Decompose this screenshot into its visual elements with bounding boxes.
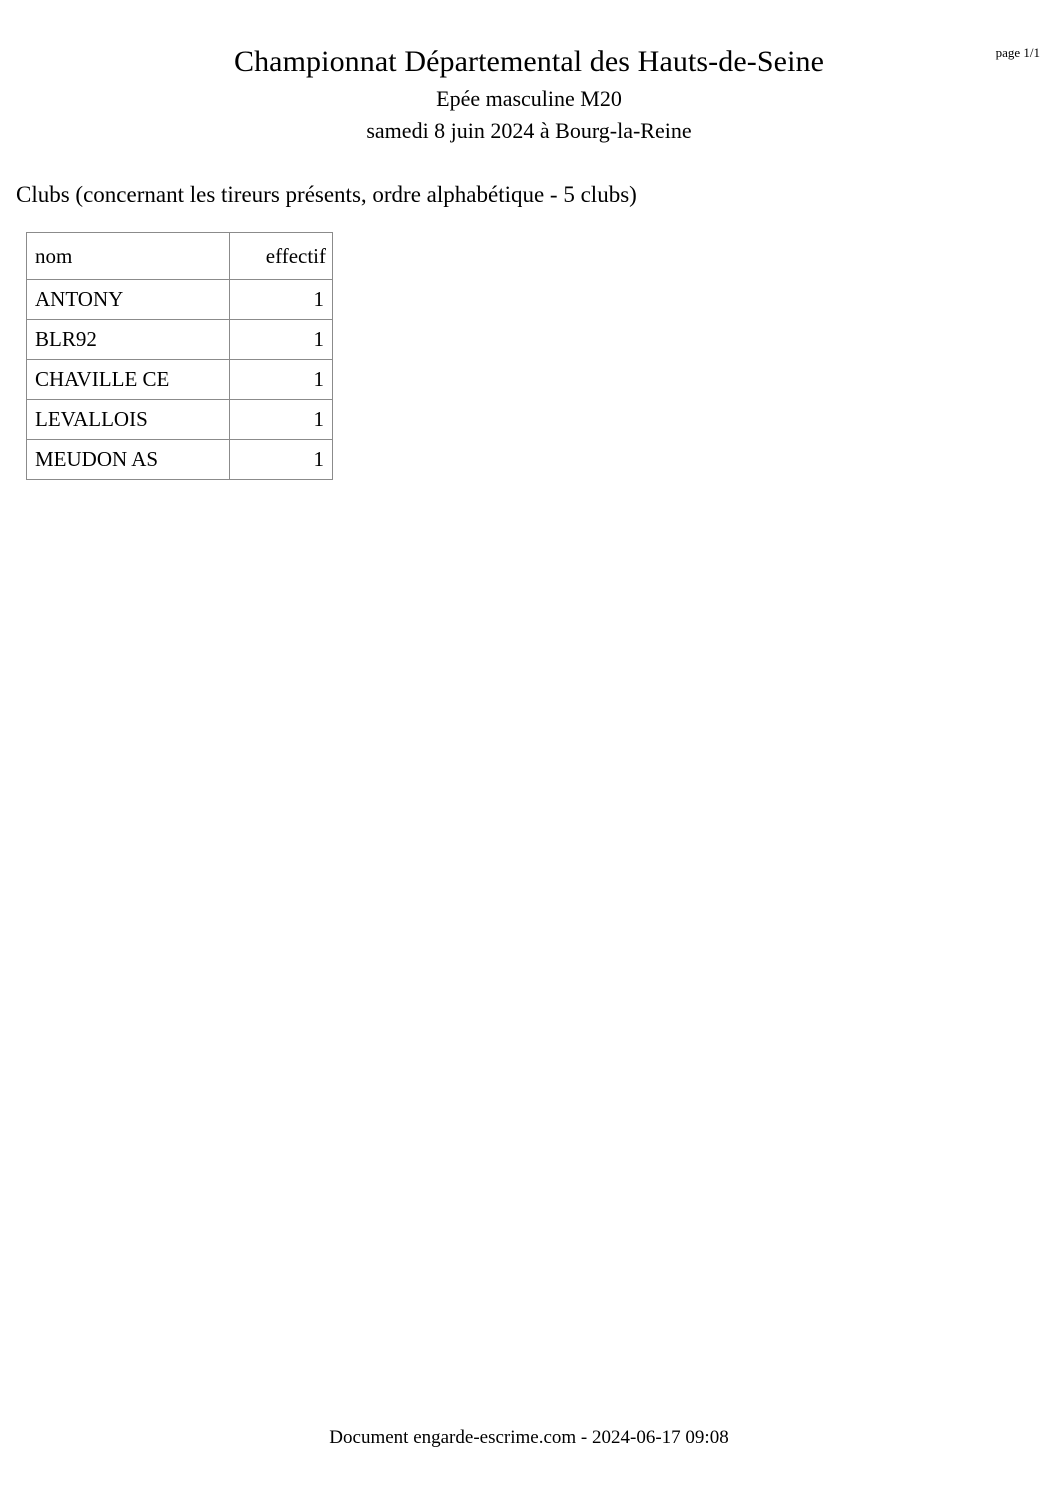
event-date-location: samedi 8 juin 2024 à Bourg-la-Reine bbox=[366, 118, 692, 143]
document-footer: Document engarde-escrime.com - 2024-06-17 09:08 bbox=[329, 1427, 729, 1448]
table-row bbox=[27, 280, 333, 320]
page-subtitle: Epée masculine M20 bbox=[436, 86, 622, 111]
club-effectif: 1 bbox=[230, 440, 333, 480]
document-header bbox=[0, 44, 1058, 146]
club-effectif: 1 bbox=[230, 360, 333, 400]
clubs-table bbox=[26, 232, 333, 480]
club-effectif: 1 bbox=[230, 400, 333, 440]
column-header-effectif: effectif bbox=[230, 233, 333, 280]
page-indicator: page 1/1 bbox=[995, 45, 1040, 60]
club-effectif: 1 bbox=[230, 280, 333, 320]
column-header-nom: nom bbox=[27, 233, 230, 280]
table-row bbox=[27, 320, 333, 360]
club-name: BLR92 bbox=[27, 320, 230, 360]
table-row bbox=[27, 360, 333, 400]
page-title: Championnat Départemental des Hauts-de-Seine bbox=[233, 45, 825, 78]
club-name: MEUDON AS bbox=[27, 440, 230, 480]
table-header-row bbox=[27, 233, 333, 280]
club-name: LEVALLOIS bbox=[27, 400, 230, 440]
club-effectif: 1 bbox=[230, 320, 333, 360]
club-name: ANTONY bbox=[27, 280, 230, 320]
club-name: CHAVILLE CE bbox=[27, 360, 230, 400]
table-row bbox=[27, 400, 333, 440]
section-heading: Clubs (concernant les tireurs présents, ordre alphabétique - 5 clubs) bbox=[16, 182, 637, 207]
table-row bbox=[27, 440, 333, 480]
